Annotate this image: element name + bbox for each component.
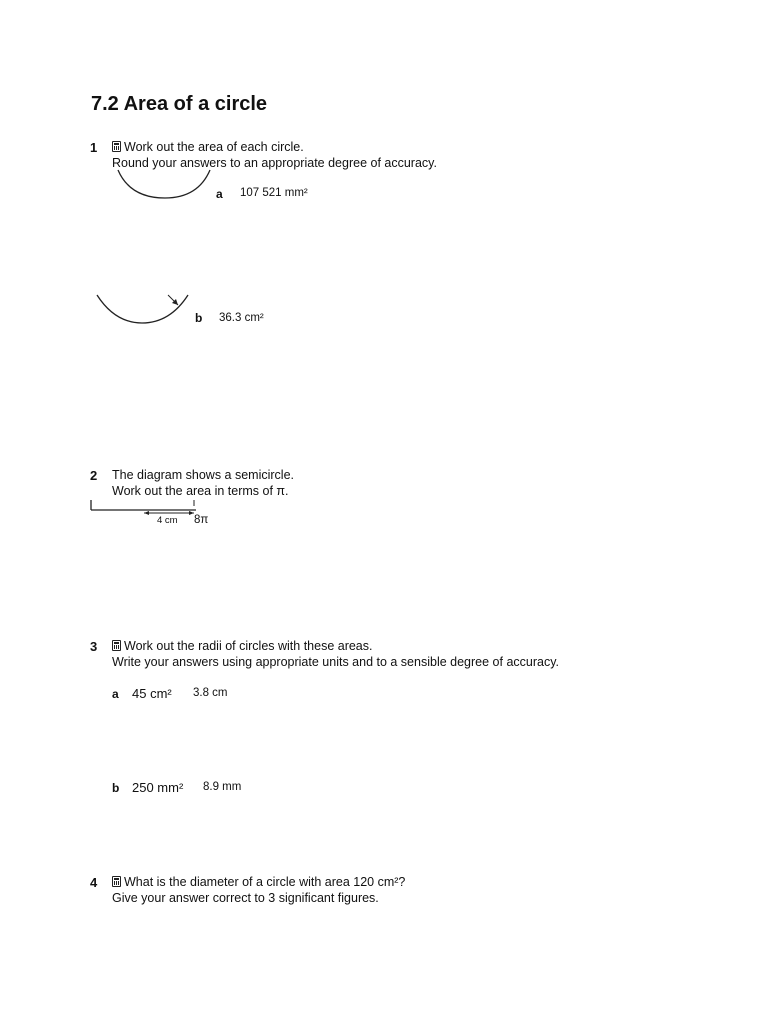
question-4-line-1: What is the diameter of a circle with area 120 cm²? [124,875,406,889]
question-3a-label: a [112,687,119,701]
semicircle-radius-label: 4 cm [157,515,178,526]
question-2-line-2: Work out the area in terms of π. [112,484,289,498]
question-2-number: 2 [90,468,98,483]
semicircle-diagram [88,498,208,528]
calculator-icon [112,141,121,152]
page-title: 7.2 Area of a circle [91,93,268,115]
question-2-answer: 8π [194,514,209,526]
question-3b-answer: 8.9 mm [203,781,242,793]
question-1b-answer: 36.3 cm² [219,312,264,324]
question-1b-label: b [195,311,203,325]
question-3-number: 3 [90,639,98,654]
question-1-number: 1 [90,140,98,155]
question-3a-value: 45 cm² [132,686,172,701]
calculator-icon [112,876,121,887]
question-3-line-1: Work out the radii of circles with these areas. [124,639,373,653]
question-2-line-1: The diagram shows a semicircle. [112,468,295,482]
question-1a-answer: 107 521 mm² [240,187,308,199]
question-4-line-2: Give your answer correct to 3 significant figures. [112,891,379,905]
question-1a-label: a [216,187,223,201]
question-1-line-1: Work out the area of each circle. [124,140,304,154]
circle-a-diagram [110,168,230,208]
question-3b-value: 250 mm² [132,780,184,795]
circle-b-diagram [90,290,203,330]
question-1-text [112,139,437,171]
question-3-text [112,638,559,670]
question-3-line-2: Write your answers using appropriate units and to a sensible degree of accuracy. [112,655,560,669]
question-4-number: 4 [90,875,98,890]
question-3b-label: b [112,781,120,795]
question-4-text [112,874,405,906]
calculator-icon [112,640,121,651]
question-2-text [112,467,294,499]
question-3a-answer: 3.8 cm [193,687,228,699]
question-1-line-2: Round your answers to an appropriate degree of accuracy. [112,156,437,170]
